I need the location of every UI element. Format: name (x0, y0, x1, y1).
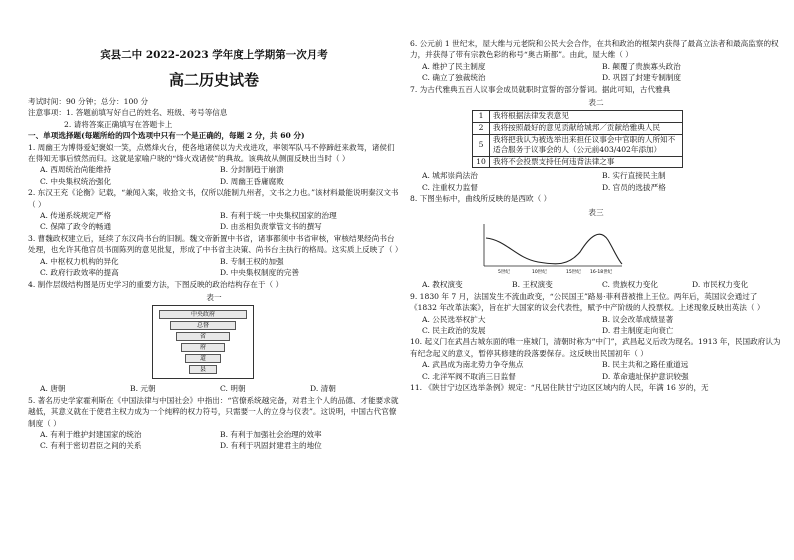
options (410, 61, 782, 84)
level-circuit: 道 (185, 354, 221, 363)
exam-title: 高二历史试卷 (168, 71, 259, 89)
option-d: D. 周幽王昏庸腐败 (220, 176, 284, 186)
option-a: A. 西周统治尚能维持 (40, 165, 112, 175)
option-c: C. 保障了政令的畅通 (40, 222, 112, 232)
option-d: D. 中央集权制度的完善 (220, 268, 299, 278)
option-a: A. 武昌成为南北势力争夺焦点 (422, 360, 524, 370)
question-5 (28, 395, 400, 452)
option-d: D. 由丞相负责掌管文书的撰写 (220, 222, 322, 232)
option-b: B. 有利于加强社会治理的效率 (220, 429, 322, 439)
question-text: 8. 下图坐标中，曲线所反映的是西欧（ ） (410, 194, 552, 204)
question-2 (28, 187, 400, 233)
option-a: A. 城邦崇尚法治 (422, 171, 478, 181)
option-a: A. 公民选举权扩大 (422, 314, 486, 324)
option-d: D. 君主制度走向衰亡 (602, 326, 674, 336)
question-4 (28, 279, 400, 395)
option-c: C. 有利于密切君臣之间的关系 (40, 441, 142, 451)
row-text: 我将不会投票支持任何违背法律之事 (490, 156, 683, 168)
option-b: B. 实行直接民主制 (602, 171, 666, 181)
question-text: 2. 东汉王充《论衡》记载，“兼闻入案，收拾文书，仅所以能制九州者，文书之力也。”该材料最能说明秦汉文书（ ） (28, 188, 399, 209)
table-row (473, 123, 683, 135)
option-c: C. 贵族权力变化 (602, 280, 658, 290)
option-d: D. 革命遗址保护意识较强 (602, 371, 689, 381)
left-column (28, 0, 403, 452)
question-text: 7. 为古代雅典五百人议事会成员就职时宣誓的部分誓词。据此可知，古代雅典 (410, 84, 671, 94)
option-c: C. 明朝 (220, 384, 246, 394)
option-c: C. 注重权力监督 (422, 182, 478, 192)
question-text: 4. 制作层级结构图是历史学习的重要方法，下图反映的政治结构存在于（ ） (28, 279, 284, 289)
school-title: 宾县二中 2022-2023 学年度上学期第一次月考 (100, 49, 328, 61)
option-b: B. 分封制趋于崩溃 (220, 165, 284, 175)
level-central-government: 中央政府 (159, 310, 247, 319)
curve-chart (476, 222, 626, 274)
notice-line-1: 注意事项：1. 答题前填写好自己的姓名、班级、考号等信息 (28, 108, 228, 118)
table-3-caption: 表三 (588, 207, 604, 217)
option-c: C. 政府行政效率的提高 (40, 268, 119, 278)
option-b: B. 颠覆了贵族寡头政治 (602, 61, 681, 71)
options (28, 429, 400, 452)
option-d: D. 官员的选拔严格 (602, 182, 666, 192)
question-text: 9. 1830 年 7 月，法国发生不流血政变，“公民国王”路易·菲利普被推上王位。两年后，英国议会通过了《1832 年改革法案》，旨在扩大国家的议会代表性，赋予中产阶级的人投票权。上述现象反映出英法（ ） (410, 291, 765, 313)
option-c: C. 确立了独裁统治 (422, 73, 486, 83)
option-a: A. 教权演变 (422, 280, 463, 290)
question-11: 11. 《陕甘宁边区选举条例》规定：“凡居住陕甘宁边区区域内的人民，年满 16 岁的，无 (410, 383, 709, 393)
table-2-caption: 表二 (588, 98, 604, 108)
row-text: 我将按照最好的意见贡献给城邦／贡献给雅典人民 (490, 123, 683, 135)
x-tick-label: 10世纪 (532, 270, 547, 275)
question-text: 1. 周幽王为博得爱妃褒姒一笑，点燃烽火台，使各地诸侯以为犬戎进攻，率领军队马不停蹄赶来救驾，诸侯们在得知无事后愤然而归。这就是家喻户晓的“烽火戏诸侯”的典故。该典故从侧面反映出当时（ ） (28, 142, 395, 164)
question-10 (410, 336, 782, 382)
option-c: C. 民主政治的发展 (422, 326, 486, 336)
options (410, 279, 782, 290)
question-text: 5. 著名历史学家霍利斯在《中国法律与中国社会》中指出：“官僚系统越完备，对君主个人的品德、才能要求就越低，其意义就在于使君主权力成为一个纯粹的权力符号，只需要一人的立身与仪表”。这说明，中国古代官僚制度（ ） (28, 395, 399, 428)
option-d: D. 巩固了封建专制制度 (602, 73, 681, 83)
option-b: B. 元朝 (130, 384, 156, 394)
right-column (410, 38, 782, 394)
table-row (473, 134, 683, 156)
options (28, 210, 400, 233)
question-7 (410, 84, 782, 194)
option-d: D. 有利于巩固封建君主的地位 (220, 441, 322, 451)
option-a: A. 传递系统规定严格 (40, 211, 112, 221)
option-b: B. 专制王权的加强 (220, 256, 284, 266)
x-tick-label: 5世纪 (498, 270, 510, 275)
option-a: A. 有利于维护封建国家的统治 (40, 429, 142, 439)
level-prefecture: 府 (181, 343, 225, 352)
option-a: A. 维护了民主制度 (422, 61, 486, 71)
section-heading: 一、单项选择题(每题所给的四个选项中只有一个是正确的，每题 2 分，共 60 分) (28, 131, 305, 141)
options (410, 314, 782, 337)
question-8 (410, 193, 782, 291)
question-text: 6. 公元前 1 世纪末，屋大维与元老院和公民大会合作，在共和政治的框架内获得了最高立法者和最高监察的权力，并获得了带有宗教色彩的称号“奥古斯都”。由此，屋大维（ ） (410, 39, 779, 60)
option-b: B. 王权演变 (512, 280, 553, 290)
option-c: C. 北洋军阀不取消三日监督 (422, 371, 516, 381)
question-6 (410, 38, 782, 84)
options (28, 383, 400, 394)
row-text: 我将把我认为被选举出来担任议事会中官职的人所知不适合服务于议事会的人（公元前403/402年添加） (490, 134, 683, 156)
options (28, 164, 400, 187)
row-number: 1 (473, 111, 490, 123)
option-b: B. 有利于统一中央集权国家的治理 (220, 211, 337, 221)
option-d: D. 清朝 (310, 384, 336, 394)
option-a: A. 唐朝 (40, 384, 66, 394)
question-text: 10. 起义门在武昌古城东面的唯一座城门，清朝时称为“中门”，武昌起义后改为现名。1913 年，民国政府认为有纪念起义的意义，暂停其修建的段落要保存。这反映出民国初年（ ） (410, 337, 781, 358)
table-row (473, 111, 683, 123)
question-3 (28, 233, 403, 279)
question-9 (410, 291, 782, 337)
option-d: D. 市民权力变化 (692, 280, 749, 290)
options (410, 170, 782, 193)
option-b: B. 民主共和之路任重道远 (602, 360, 689, 370)
option-c: C. 中央集权统治强化 (40, 176, 112, 186)
table-1-caption: 表一 (206, 292, 222, 302)
options (410, 359, 782, 382)
row-number: 5 (473, 134, 490, 156)
structure-diagram (152, 305, 254, 379)
power-curve (486, 234, 622, 264)
level-province: 省 (176, 332, 230, 341)
x-tick-label: 15世纪 (566, 270, 581, 275)
options (28, 256, 400, 279)
option-a: A. 中枢权力机构的异化 (40, 256, 119, 266)
row-number: 2 (473, 123, 490, 135)
question-1 (28, 142, 400, 188)
exam-meta: 考试时间：90 分钟；总分：100 分 (28, 97, 149, 106)
x-tick-label: 16-18世纪 (590, 270, 613, 275)
table-row (473, 156, 683, 168)
level-governor: 总督 (170, 321, 236, 330)
option-b: B. 议会改革成绩显著 (602, 314, 674, 324)
notice-line-2: 2. 请将答案正确填写在答题卡上 (64, 119, 173, 129)
row-number: 10 (473, 156, 490, 168)
row-text: 我将根据法律发表意见 (490, 111, 683, 123)
level-county: 县 (189, 365, 217, 374)
question-text: 3. 曹魏政权建立后，延续了东汉尚书台的旧制。魏文帝新置中书省，诸事都须中书省审核，审核结果经尚书台处理，也允许其他官员书面陈列的意见批复，形成了中书省主决策、尚书台主执行的格局。这实质上反映了（ ） (28, 233, 403, 255)
oath-table (472, 110, 683, 168)
